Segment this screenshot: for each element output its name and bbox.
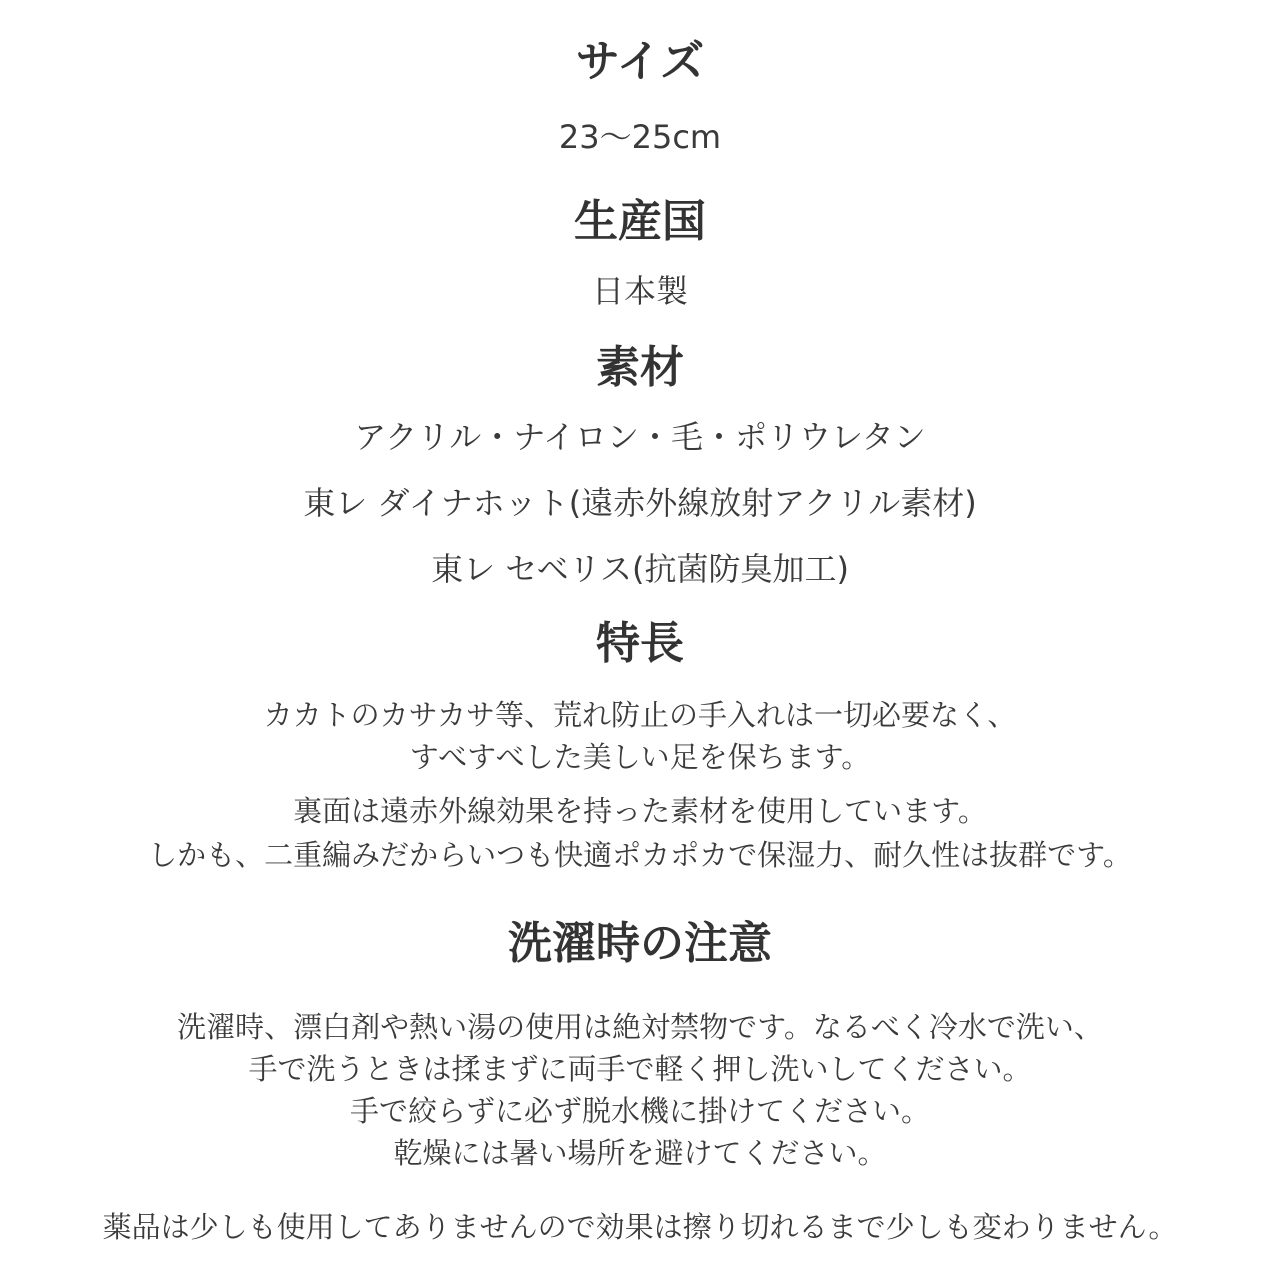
features-line: すべすべした美しい足を保ちます。: [409, 740, 871, 774]
material-line: アクリル・ナイロン・毛・ポリウレタン: [354, 418, 926, 456]
washing-line: 手で洗うときは揉まずに両手で軽く押し洗いしてください。: [248, 1052, 1032, 1086]
washing-line: 乾燥には暑い場所を避けてください。: [393, 1136, 887, 1170]
origin-heading: 生産国: [0, 192, 1280, 252]
material-line: 東レ ダイナホット(遠赤外線放射アクリル素材): [303, 484, 977, 522]
origin-value: 日本製: [591, 272, 688, 310]
size-heading: サイズ: [0, 32, 1280, 92]
features-line: カカトのカサカサ等、荒れ防止の手入れは一切必要なく、: [263, 698, 1017, 732]
features-line: しかも、二重編みだからいつも快適ポカポカで保湿力、耐久性は抜群です。: [148, 838, 1132, 872]
material-line: 東レ セベリス(抗菌防臭加工): [431, 550, 849, 588]
size-value: 23〜25cm: [558, 118, 722, 156]
features-heading: 特長: [0, 614, 1280, 674]
material-heading: 素材: [0, 338, 1280, 398]
note-text: 薬品は少しも使用してありませんので効果は擦り切れるまで少しも変わりません。: [102, 1210, 1178, 1244]
features-line: 裏面は遠赤外線効果を持った素材を使用しています。: [293, 794, 987, 828]
washing-line: 手で絞らずに必ず脱水機に掛けてください。: [349, 1094, 930, 1128]
washing-heading: 洗濯時の注意: [0, 914, 1280, 974]
washing-line: 洗濯時、漂白剤や熱い湯の使用は絶対禁物です。なるべく冷水で洗い、: [177, 1010, 1103, 1044]
